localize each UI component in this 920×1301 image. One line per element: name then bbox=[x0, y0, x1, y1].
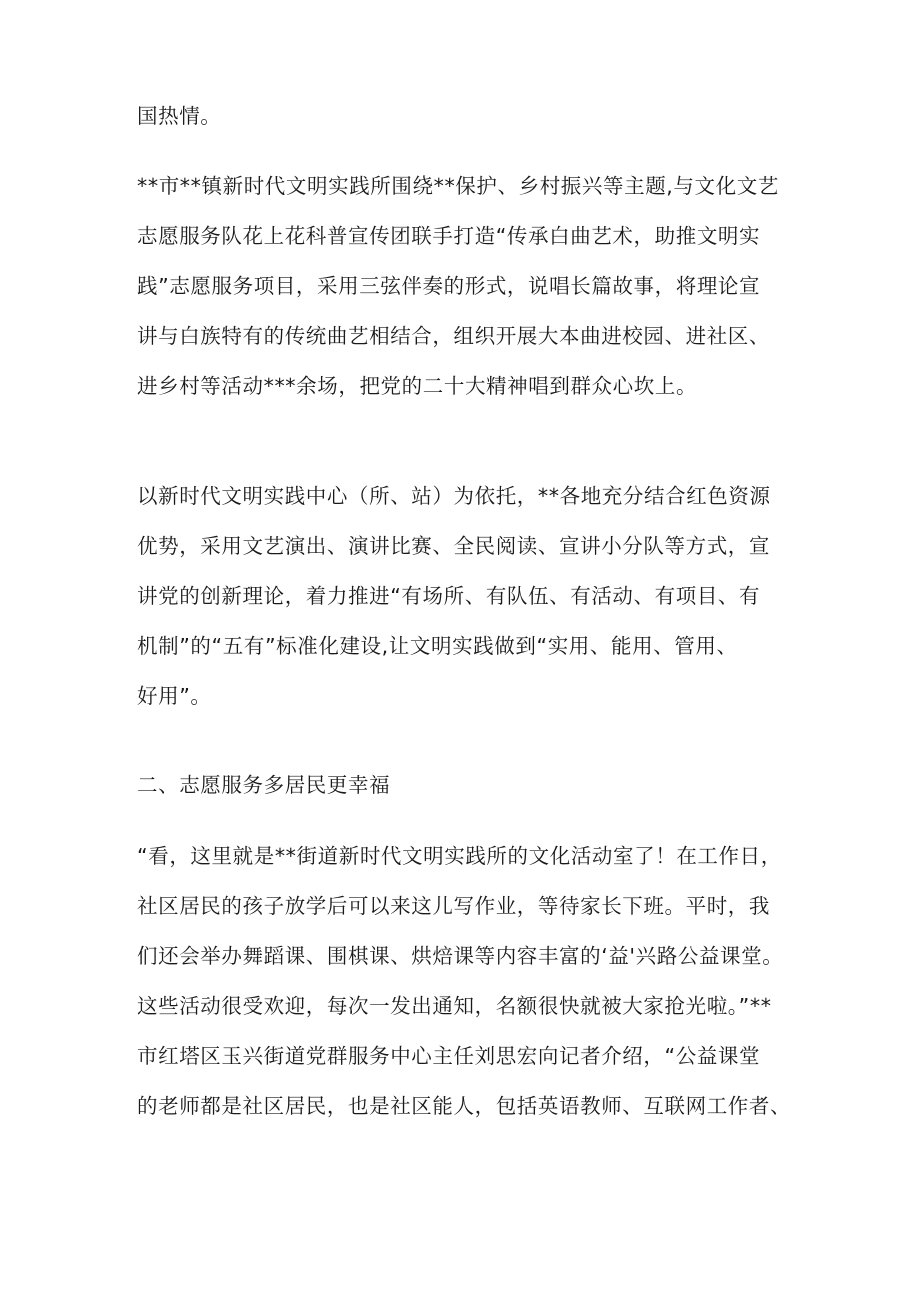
paragraph-line: 们还会举办舞蹈课、围棋课、烘焙课等内容丰富的‘益'兴路公益课堂。 bbox=[137, 944, 784, 968]
paragraph-line: 践”志愿服务项目，采用三弦伴奏的形式，说唱长篇故事，将理论宣 bbox=[137, 274, 761, 298]
paragraph-line: 好用”。 bbox=[137, 684, 212, 708]
paragraph-line: 这些活动很受欢迎，每次一发出通知，名额很快就被大家抢光啦。”** bbox=[137, 994, 772, 1018]
paragraph-line: 优势，采用文艺演出、演讲比赛、全民阅读、宣讲小分队等方式，宣 bbox=[137, 534, 770, 558]
paragraph-line: 以新时代文明实践中心（所、站）为依托，**各地充分结合红色资源 bbox=[137, 484, 771, 508]
paragraph-line: 讲与白族特有的传统曲艺相结合，组织开展大本曲进校园、进社区、 bbox=[137, 324, 770, 348]
section-heading: 二、志愿服务多居民更幸福 bbox=[137, 773, 391, 797]
paragraph-line: 志愿服务队花上花科普宣传团联手打造“传承白曲艺术，助推文明实 bbox=[137, 224, 761, 248]
paragraph-line: 机制”的“五有”标准化建设,让文明实践做到“实用、能用、管用、 bbox=[137, 634, 738, 658]
paragraph-line: 国热情。 bbox=[137, 104, 222, 128]
paragraph-line: “看，这里就是**街道新时代文明实践所的文化活动室了！在工作日， bbox=[137, 844, 782, 868]
paragraph-line: 社区居民的孩子放学后可以来这儿写作业，等待家长下班。平时，我 bbox=[137, 894, 770, 918]
paragraph-line: 的老师都是社区居民，也是社区能人，包括英语教师、互联网工作者、 bbox=[137, 1094, 792, 1118]
paragraph-line: 进乡村等活动***余场，把党的二十大精神唱到群众心坎上。 bbox=[137, 374, 698, 398]
paragraph-line: 讲党的创新理论，着力推进“有场所、有队伍、有活动、有项目、有 bbox=[137, 584, 761, 608]
paragraph-line: **市**镇新时代文明实践所围绕**保护、乡村振兴等主题,与文化文艺 bbox=[137, 174, 779, 198]
paragraph-line: 市红塔区玉兴街道党群服务中心主任刘思宏向记者介绍，“公益课堂 bbox=[137, 1044, 761, 1068]
